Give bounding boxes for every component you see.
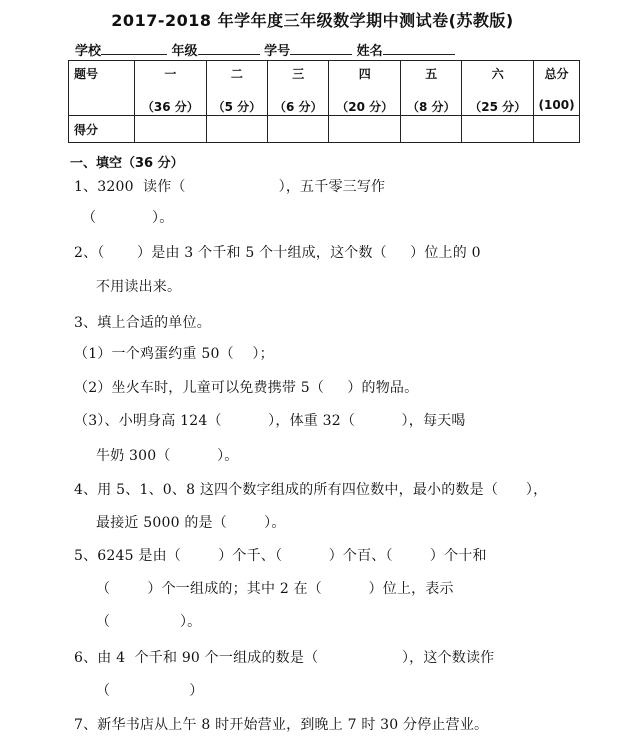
question-4-line-1: 4、用 5、1、0、8 这四个数字组成的所有四位数中，最小的数是（ ），: [74, 482, 548, 498]
score-cell-2[interactable]: [206, 116, 267, 143]
column-2: 二 （5 分）: [206, 61, 267, 116]
column-4: 四 （20 分）: [329, 61, 401, 116]
question-4-line-2: 最接近 5000 的是（ ）。: [96, 515, 286, 531]
score-cell-3[interactable]: [268, 116, 329, 143]
question-5-line-1: 5、6245 是由（ ）个千、（ ）个百、（ ）个十和: [74, 548, 487, 564]
question-1-line-2: （ ）。: [82, 210, 174, 226]
question-1-line-1: 1、3200 读作（ ），五千零三写作: [74, 179, 386, 195]
number-blank[interactable]: [290, 42, 352, 55]
grade-label: 年级: [171, 44, 198, 59]
school-blank[interactable]: [101, 42, 167, 55]
score-label: 得分: [69, 116, 135, 143]
score-cell-5[interactable]: [401, 116, 462, 143]
question-2-line-2: 不用读出来。: [96, 279, 182, 295]
column-6: 六 （25 分）: [462, 61, 534, 116]
question-3-part-3-line-1: （3）、小明身高 124（ ），体重 32（ ），每天喝: [74, 413, 466, 429]
question-3-part-2: （2）坐火车时，儿童可以免费携带 5（ ）的物品。: [74, 380, 419, 396]
column-total: 总分 (100): [534, 61, 580, 116]
question-5-line-2: （ ）个一组成的；其中 2 在（ ）位上，表示: [96, 581, 454, 597]
question-6-line-2: （ ）: [96, 683, 204, 699]
question-3-part-1: （1）一个鸡蛋约重 50（ ）；: [74, 346, 274, 362]
score-table-header-row: [69, 61, 580, 116]
score-cell-total[interactable]: [534, 116, 580, 143]
section-heading: 一、填空（36 分）: [70, 156, 184, 171]
question-6-line-1: 6、由 4 个千和 90 个一组成的数是（ ），这个数读作: [74, 650, 495, 666]
school-label: 学校: [75, 44, 102, 59]
name-label: 姓名: [356, 44, 383, 59]
column-3: 三 （6 分）: [268, 61, 329, 116]
column-1: 一 （36 分）: [135, 61, 207, 116]
column-5: 五 （8 分）: [401, 61, 462, 116]
question-3-part-3-line-2: 牛奶 300（ ）。: [96, 448, 239, 464]
name-blank[interactable]: [383, 42, 455, 55]
score-cell-1[interactable]: [135, 116, 207, 143]
score-cell-4[interactable]: [329, 116, 401, 143]
question-5-line-3: （ ）。: [96, 614, 202, 630]
score-cell-6[interactable]: [462, 116, 534, 143]
score-row: [69, 116, 580, 143]
score-table: [68, 60, 580, 143]
number-label: 学号: [264, 44, 291, 59]
question-7-line-1: 7、新华书店从上午 8 时开始营业，到晚上 7 时 30 分停止营业。: [74, 717, 489, 733]
question-3-heading: 3、填上合适的单位。: [74, 315, 211, 331]
student-info-row: [75, 40, 455, 59]
exam-title: 2017-2018 年学年度三年级数学期中测试卷(苏教版): [111, 11, 514, 30]
question-2-line-1: 2、（ ）是由 3 个千和 5 个十组成，这个数（ ）位上的 0: [74, 245, 481, 261]
grade-blank[interactable]: [198, 42, 260, 55]
question-number-label: 题号: [69, 61, 135, 116]
